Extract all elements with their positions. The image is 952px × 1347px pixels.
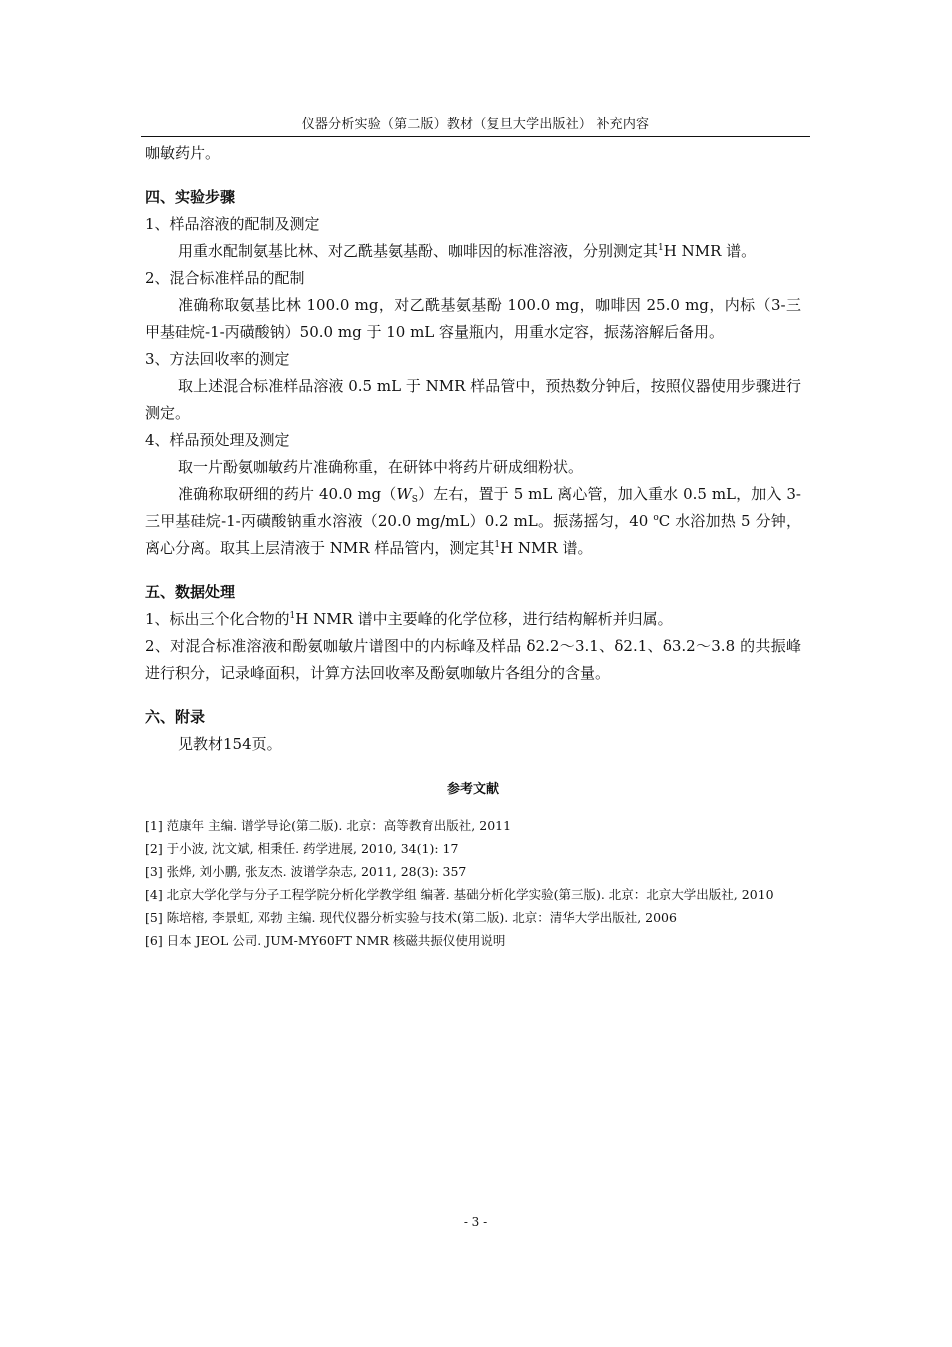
step-4-degree: o [653, 513, 659, 523]
step-4-title: 4、样品预处理及测定 [145, 431, 290, 449]
reference-item: [4] 北京大学化学与分子工程学院分析化学教学组 编著. 基础分析化学实验(第三版). 北京：北京大学出版社, 2010 [145, 887, 774, 902]
page-number: - 3 - [463, 1215, 488, 1229]
step-4-text-b: ）左右，置于 5 mL 离心管，加入重水 0.5 mL，加入 3-三甲基硅烷-1-丙磺酸钠重水溶液（20.0 mg/mL）0.2 mL。振荡摇匀，40 [145, 485, 801, 530]
section-heading-5: 五、数据处理 [145, 583, 236, 601]
data-item-2: 2、对混合标准溶液和酚氨咖敏片谱图中的内标峰及样品 δ2.2～3.1、δ2.1、δ3.2～3.8 的共振峰进行积分，记录峰面积，计算方法回收率及酚氨咖敏片各组分的含量。 [145, 637, 801, 682]
step-4-text-a: 准确称取研细的药片 40.0 mg（ [178, 485, 397, 503]
step-4-superscript: 1 [494, 540, 501, 550]
running-header: 仪器分析实验（第二版）教材（复旦大学出版社） 补充内容 [301, 117, 650, 132]
section-heading-6: 六、附录 [145, 708, 206, 726]
step-4-paragraph-1: 取一片酚氨咖敏药片准确称重，在研钵中将药片研成细粉状。 [178, 458, 584, 476]
step-3-paragraph: 取上述混合标准样品溶液 0.5 mL 于 NMR 样品管中，预热数分钟后，按照仪器使用步骤进行测定。 [145, 377, 801, 422]
header-rule [141, 136, 810, 137]
step-2-paragraph: 准确称取氨基比林 100.0 mg，对乙酰基氨基酚 100.0 mg，咖啡因 25.0 mg，内标（3-三甲基硅烷-1-丙磺酸钠）50.0 mg 于 10 mL 容量瓶内，用重水定容，振荡溶解后备用。 [145, 296, 801, 341]
step-1-title: 1、样品溶液的配制及测定 [145, 215, 320, 233]
reference-item: [3] 张烨, 刘小鹏, 张友杰. 波谱学杂志, 2011, 28(3): 357 [145, 864, 467, 879]
step-1-text-b: H NMR 谱。 [663, 242, 757, 260]
step-4-text-c: C 水浴加热 5 分钟，离心分离。取其上层清液于 NMR 样品管内，测定其 [145, 512, 802, 557]
data-item-1-text-b: H NMR 谱中主要峰的化学位移，进行结构解析并归属。 [295, 610, 673, 628]
step-1-superscript: 1 [658, 243, 664, 253]
step-1-text-a: 用重水配制氨基比林、对乙酰基氨基酚、咖啡因的标准溶液，分别测定其 [178, 242, 659, 260]
appendix-text: 见教材154页。 [178, 735, 282, 753]
step-1-paragraph [145, 238, 801, 265]
data-item-1-text-a: 1、标出三个化合物的 [145, 610, 290, 628]
document-body [145, 140, 801, 952]
reference-item: [2] 于小波, 沈文斌, 相秉任. 药学进展, 2010, 34(1): 17 [145, 841, 459, 856]
references-title: 参考文献 [446, 782, 499, 797]
step-4-variable: W [396, 485, 412, 503]
step-3-title: 3、方法回收率的测定 [145, 350, 290, 368]
section-heading-4: 四、实验步骤 [145, 188, 236, 206]
continuation-text: 咖敏药片。 [145, 144, 221, 162]
step-4-paragraph-2 [145, 481, 801, 562]
reference-item: [6] 日本 JEOL 公司. JUM-MY60FT NMR 核磁共振仪使用说明 [145, 933, 506, 948]
step-2-title: 2、混合标准样品的配制 [145, 269, 305, 287]
step-4-text-d: H NMR 谱。 [500, 539, 593, 557]
reference-item: [1] 范康年 主编. 谱学导论(第二版). 北京：高等教育出版社, 2011 [145, 818, 512, 833]
data-item-1 [145, 606, 801, 633]
data-item-1-superscript: 1 [289, 611, 296, 621]
reference-item: [5] 陈培榕, 李景虹, 邓勃 主编. 现代仪器分析实验与技术(第二版). 北京：清华大学出版社, 2006 [145, 910, 677, 925]
step-4-subscript: S [411, 495, 418, 505]
